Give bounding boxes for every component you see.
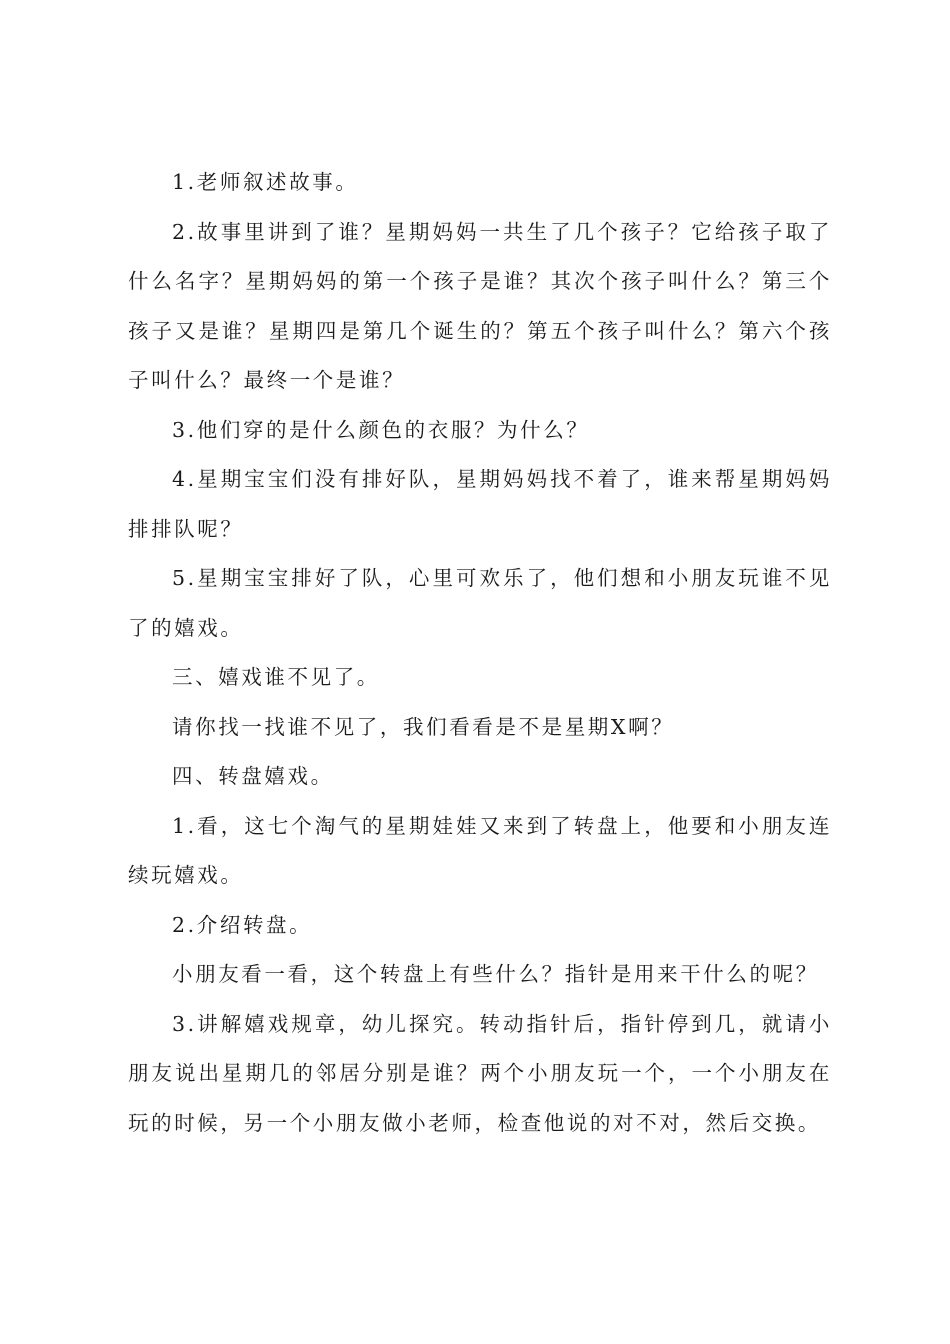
- document-body: [128, 158, 832, 1148]
- paragraph: 3.他们穿的是什么颜色的衣服？为什么？: [172, 417, 590, 442]
- paragraph: 2.故事里讲到了谁？星期妈妈一共生了几个孩子？它给孩子取了什么名字？星期妈妈的第一个孩子是谁？其次个孩子叫什么？第三个孩子又是谁？星期四是第几个诞生的？第五个孩子叫什么？第六个孩子叫什么？最终一个是谁？: [128, 219, 832, 392]
- paragraph: 3.讲解嬉戏规章，幼儿探究。转动指针后，指针停到几，就请小朋友说出星期几的邻居分别是谁？两个小朋友玩一个，一个小朋友在玩的时候，另一个小朋友做小老师，检查他说的对不对，然后交换。: [128, 1011, 832, 1135]
- paragraph: 请你找一找谁不见了，我们看看是不是星期X啊？: [172, 714, 675, 739]
- section-heading: 三、嬉戏谁不见了。: [172, 665, 380, 689]
- paragraph: 5.星期宝宝排好了队，心里可欢乐了，他们想和小朋友玩谁不见了的嬉戏。: [128, 566, 832, 640]
- paragraph: 1.看，这七个淘气的星期娃娃又来到了转盘上，他要和小朋友连续玩嬉戏。: [128, 813, 832, 887]
- section-heading: 四、转盘嬉戏。: [172, 764, 334, 788]
- paragraph: 小朋友看一看，这个转盘上有些什么？指针是用来干什么的呢？: [172, 962, 819, 986]
- paragraph: 1.老师叙述故事。: [172, 170, 359, 194]
- paragraph: 4.星期宝宝们没有排好队，星期妈妈找不着了，谁来帮星期妈妈排排队呢？: [128, 467, 832, 541]
- paragraph: 2.介绍转盘。: [172, 912, 313, 937]
